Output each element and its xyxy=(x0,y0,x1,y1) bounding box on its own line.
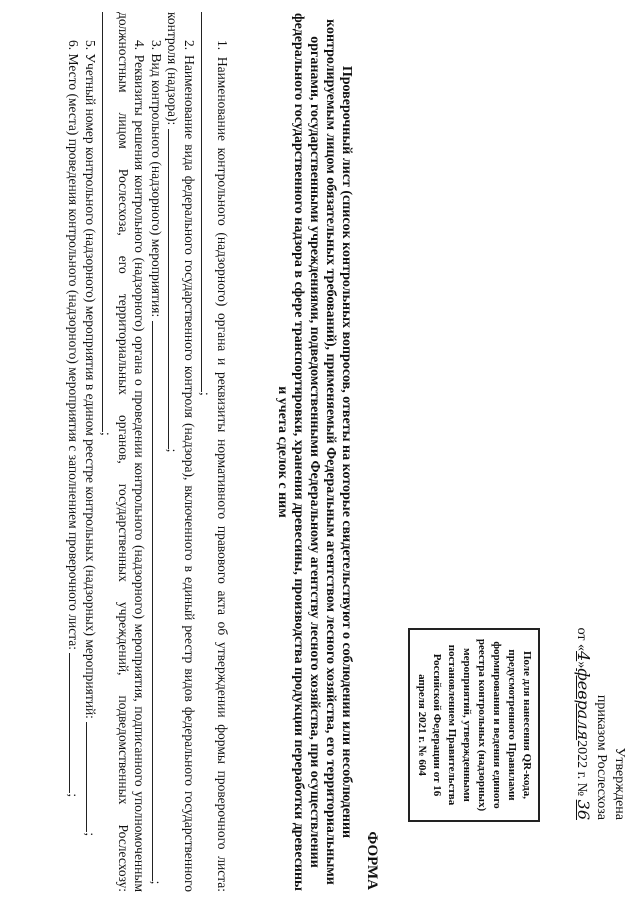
fill-line[interactable] xyxy=(152,321,164,881)
document-title: Проверочный лист (список контрольных вопросов, ответы на которые свидетельствуют о соблюдении или несоблюдении контролируемым лицом обязательных требований), применяемый Федеральным агентством лесного хозяйства, его территориальными органами, государственными учреждениями, подведомственными Федеральному агентству лесного хозяйства, при осуществлении федерального государственного надзора в сфере транспортировки, хранения древесины, производства продукции переработки древесины и учета сделок с ним xyxy=(275,12,354,891)
form-item: 5. Учетный номер контрольного (надзорного) мероприятия в едином реестре контрольных (надзорных) мероприятий: ; xyxy=(83,40,98,837)
fill-line[interactable] xyxy=(103,12,115,432)
form-item-text: 4. Реквизиты решения контрольного (надзорного) органа о проведении контрольного (надзорного) мероприятия, подписанного уполномоченным должностным лицом Рослесхоза, его территориальных органов, государственных учреждений, подведомственных Рослесхозу: xyxy=(116,12,148,892)
form-item: 4. Реквизиты решения контрольного (надзорного) органа о проведении контрольного (надзорного) мероприятия, подписанного уполномоченным должностным лицом Рослесхоза, его территориальных органов, государственных учреждений, подведомственных Рослесхозу: ; xyxy=(99,12,148,892)
form-items xyxy=(65,12,230,892)
form-item-text: 5. Учетный номер контрольного (надзорного) мероприятия в едином реестре контрольных (надзорных) мероприятий: xyxy=(83,40,98,719)
fill-line[interactable] xyxy=(70,653,82,793)
form-item-text: 3. Вид контрольного (надзорного) мероприятия: xyxy=(149,40,164,318)
handwritten-month: февраля xyxy=(574,668,593,741)
qr-box-text: Поле для нанесения QR-кода, предусмотренного Правилами формирования и ведения единого реестра контрольных (надзорных) мероприятий, утвержденными постановлением Правительства Российской Федерации от 16 апреля 2021 г. № 604 xyxy=(416,638,533,812)
approval-stamp xyxy=(572,590,628,820)
date-prefix: от « xyxy=(574,627,589,652)
date-mid: » xyxy=(574,661,589,669)
form-label: ФОРМА xyxy=(364,831,380,890)
form-item-text: 1. Наименование контрольного (надзорного) органа и реквизиты нормативного правового акта об утверждении формы проверочного листа: xyxy=(215,40,230,892)
form-item-text: 6. Место (места) проведения контрольного (надзорного) мероприятия с заполнением проверочного листа: xyxy=(66,40,82,651)
approval-date-line xyxy=(572,590,592,820)
approval-line-2: приказом Рослесхоза xyxy=(594,694,609,820)
form-item: 3. Вид контрольного (надзорного) мероприятия: ; xyxy=(149,40,164,885)
handwritten-order-number: 36 xyxy=(574,799,593,820)
handwritten-day: 4 xyxy=(574,651,593,662)
form-item: 2. Наименование вида федерального государственного контроля (надзора), включенного в единый реестр видов федерального государственного контроля (надзора): ; xyxy=(165,12,197,892)
form-item-text: 2. Наименование вида федерального государственного контроля (надзора), включенного в единый реестр видов федерального государственного контроля (надзора): xyxy=(165,12,197,892)
fill-line[interactable] xyxy=(86,722,98,832)
form-item: 1. Наименование контрольного (надзорного) органа и реквизиты нормативного правового акта об утверждении формы проверочного листа: ; xyxy=(197,12,230,892)
fill-line[interactable] xyxy=(169,129,181,449)
fill-line[interactable] xyxy=(202,12,214,392)
qr-code-field-box xyxy=(408,628,540,822)
form-item: 6. Место (места) проведения контрольного (надзорного) мероприятия с заполнением проверочного листа: ; xyxy=(66,40,82,798)
approval-line-1: Утверждена xyxy=(612,747,627,820)
year-suffix: 2022 г. № xyxy=(574,740,589,797)
